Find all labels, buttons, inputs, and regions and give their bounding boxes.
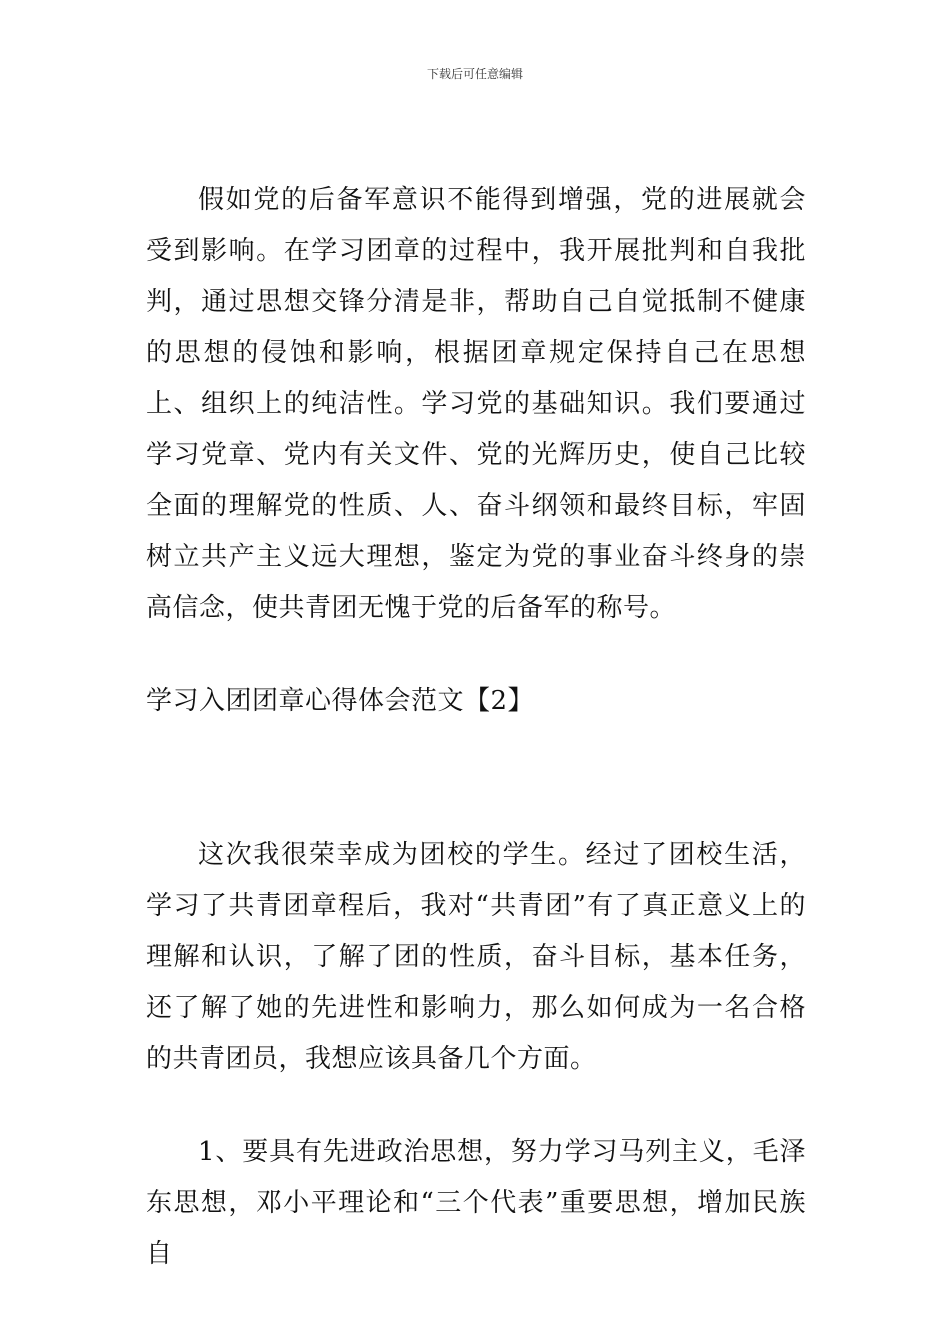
header-note: 下载后可任意编辑	[426, 67, 523, 81]
paragraph-2: 这次我很荣幸成为团校的学生。经过了团校生活，学习了共青团章程后，我对“共青团”有了真正意义上的理解和认识，了解了团的性质，奋斗目标，基本任务，还了解了她的先进性和影响力，那么如何成为一名合格的共青团员，我想应该具备几个方面。	[146, 840, 806, 1074]
paragraph-3: 1、要具有先进政治思想，努力学习马列主义，毛泽东思想，邓小平理论和“三个代表”重要思想，增加民族自	[146, 1137, 806, 1269]
paragraph-1: 假如党的后备军意识不能得到增强，党的进展就会受到影响。在学习团章的过程中，我开展批判和自我批判，通过思想交锋分清是非，帮助自己自觉抵制不健康的思想的侵蚀和影响，根据团章规定保持自己在思想上、组织上的纯洁性。学习党的基础知识。我们要通过学习党章、党内有关文件、党的光辉历史，使自己比较全面的理解党的性质、人、奋斗纲领和最终目标，牢固树立共产主义远大理想，鉴定为党的事业奋斗终身的崇高信念，使共青团无愧于党的后备军的称号。	[146, 185, 806, 623]
document-body	[146, 175, 806, 1280]
section-title: 学习入团团章心得体会范文【2】	[146, 686, 535, 716]
